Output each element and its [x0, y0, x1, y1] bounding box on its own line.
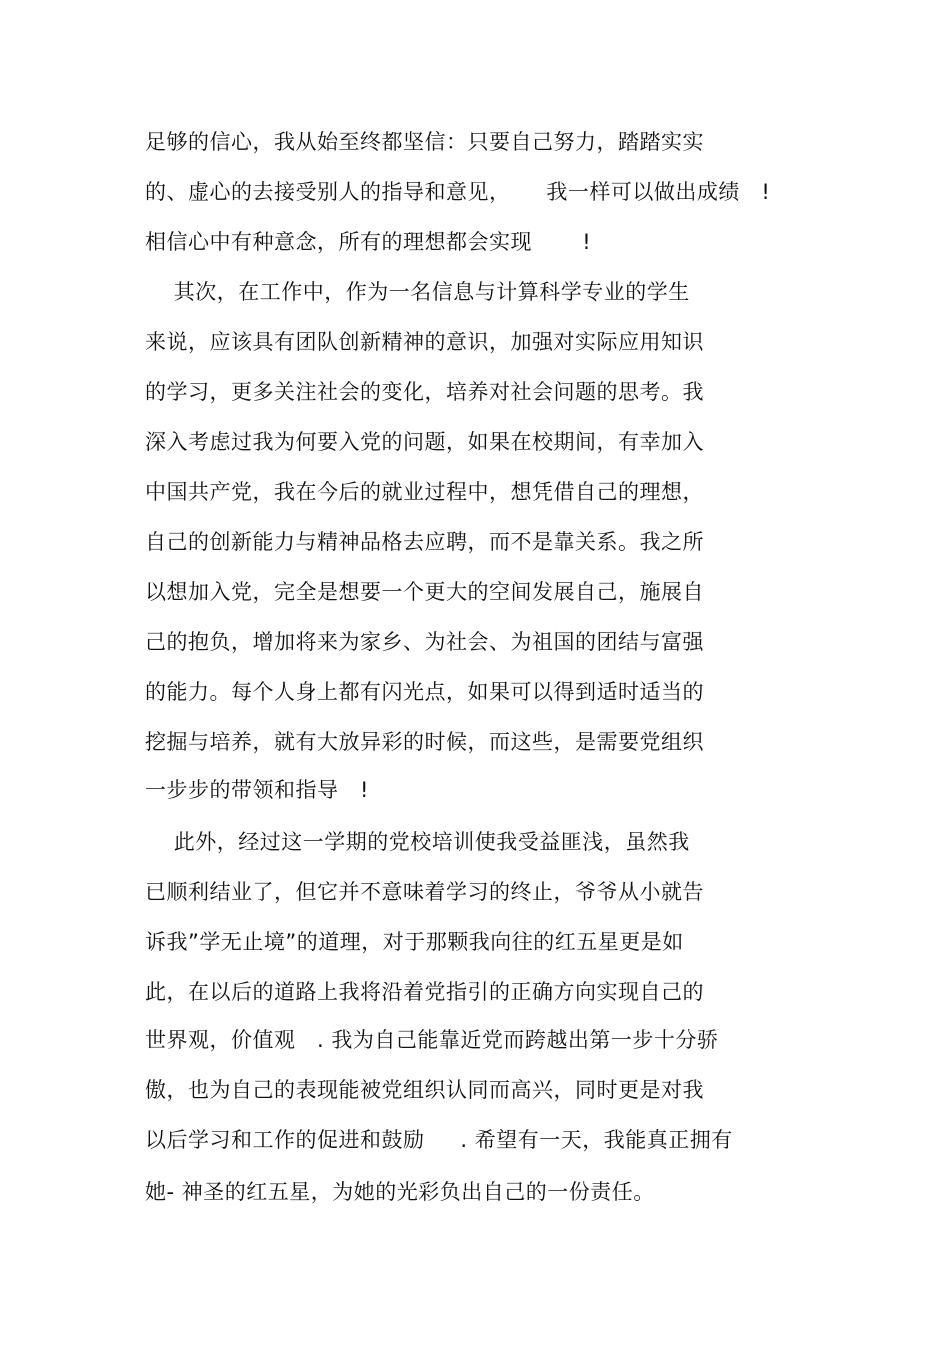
text-line: 傲，也为自己的表现能被党组织认同而高兴，同时更是对我: [145, 1078, 704, 1102]
text-line: 自己的创新能力与精神品格去应聘，而不是靠关系。我之所: [145, 530, 704, 554]
text-line: 中国共产党，我在今后的就业过程中，想凭借自己的理想，: [145, 480, 704, 504]
text-line: 此，在以后的道路上我将沿着党指引的正确方向实现自己的: [145, 980, 704, 1004]
text-line: 其次，在工作中，作为一名信息与计算科学专业的学生: [145, 280, 690, 304]
text-line: 一步步的带领和指导 !: [145, 778, 369, 802]
text-line: 深入考虑过我为何要入党的问题，如果在校期间，有幸加入: [145, 430, 704, 454]
text-line: 的、虚心的去接受别人的指导和意见， 我一样可以做出成绩 !: [145, 180, 771, 204]
text-line: 已顺利结业了，但它并不意味着学习的终止，爷爷从小就告: [145, 880, 704, 904]
text-line: 来说，应该具有团队创新精神的意识，加强对实际应用知识: [145, 330, 704, 354]
text-line: 以后学习和工作的促进和鼓励 . 希望有一天，我能真正拥有: [145, 1128, 733, 1152]
text-line: 的能力。每个人身上都有闪光点，如果可以得到适时适当的: [145, 680, 704, 704]
text-line: 的学习，更多关注社会的变化，培养对社会问题的思考。我: [145, 380, 704, 404]
text-line: 己的抱负，增加将来为家乡、为社会、为祖国的团结与富强: [145, 630, 704, 654]
text-line: 以想加入党，完全是想要一个更大的空间发展自己，施展自: [145, 580, 704, 604]
text-line: 此外，经过这一学期的党校培训使我受益匪浅，虽然我: [145, 830, 690, 854]
text-line: 相信心中有种意念，所有的理想都会实现 !: [145, 230, 592, 254]
text-line: 她- 神圣的红五星，为她的光彩负出自己的一份责任。: [145, 1180, 655, 1204]
text-line: 挖掘与培养，就有大放异彩的时候，而这些，是需要党组织: [145, 730, 704, 754]
text-line: 诉我”学无止境”的道理，对于那颗我向往的红五星更是如: [145, 930, 684, 954]
text-line: 世界观，价值观 . 我为自己能靠近党而跨越出第一步十分骄: [145, 1028, 719, 1052]
text-line: 足够的信心，我从始至终都坚信：只要自己努力，踏踏实实: [145, 130, 704, 154]
